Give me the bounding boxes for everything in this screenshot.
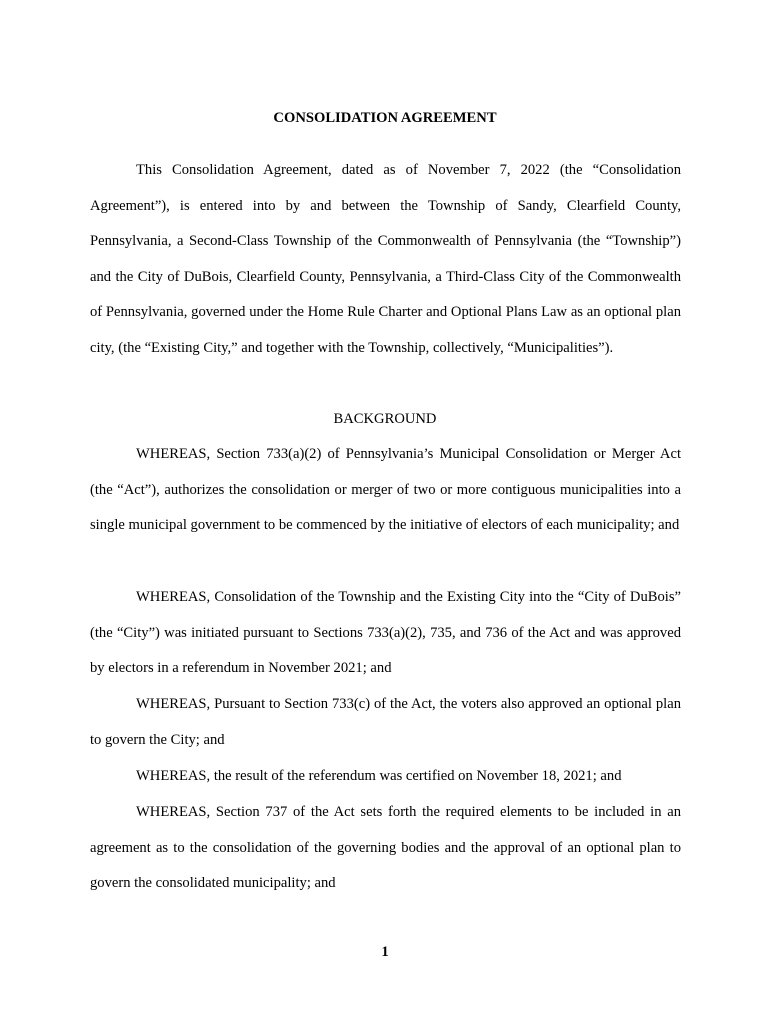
document-title: CONSOLIDATION AGREEMENT xyxy=(273,110,497,126)
whereas-clause-2: WHEREAS, Consolidation of the Township and the Existing City into the “City of DuBois” (the “City”) was initiated pursuant to Sections 733(a)(2), 735, and 736 of the Act and was approved by electors in a referendum in November 2021; and xyxy=(90,589,681,677)
intro-paragraph: This Consolidation Agreement, dated as of November 7, 2022 (the “Consolidation Agreement”), is entered into by and between the Township of Sandy, Clearfield County, Pennsylvania, a Second-Class Township of the Commonwealth of Pennsylvania (the “Township”) and the City of DuBois, Clearfield County, Pennsylvania, a Third-Class City of the Commonwealth of Pennsylvania, governed under the Home Rule Charter and Optional Plans Law as an optional plan city, (the “Existing City,” and together with the Township, collectively, “Municipalities”). xyxy=(90,162,681,356)
whereas-clause-3: WHEREAS, Pursuant to Section 733(c) of the Act, the voters also approved an optional plan to govern the City; and xyxy=(90,696,681,748)
whereas-clause-5: WHEREAS, Section 737 of the Act sets forth the required elements to be included in an agreement as to the consolidation of the governing bodies and the approval of an optional plan to govern the consolidated municipality; and xyxy=(90,804,681,892)
whereas-clause-4: WHEREAS, the result of the referendum was certified on November 18, 2021; and xyxy=(136,768,622,784)
whereas-clause-1: WHEREAS, Section 733(a)(2) of Pennsylvania’s Municipal Consolidation or Merger Act (the “Act”), authorizes the consolidation or merger of two or more contiguous municipalities into a single municipal government to be commenced by the initiative of electors of each municipality; and xyxy=(90,446,681,534)
page-number: 1 xyxy=(381,944,389,960)
section-heading-background: BACKGROUND xyxy=(333,411,437,427)
